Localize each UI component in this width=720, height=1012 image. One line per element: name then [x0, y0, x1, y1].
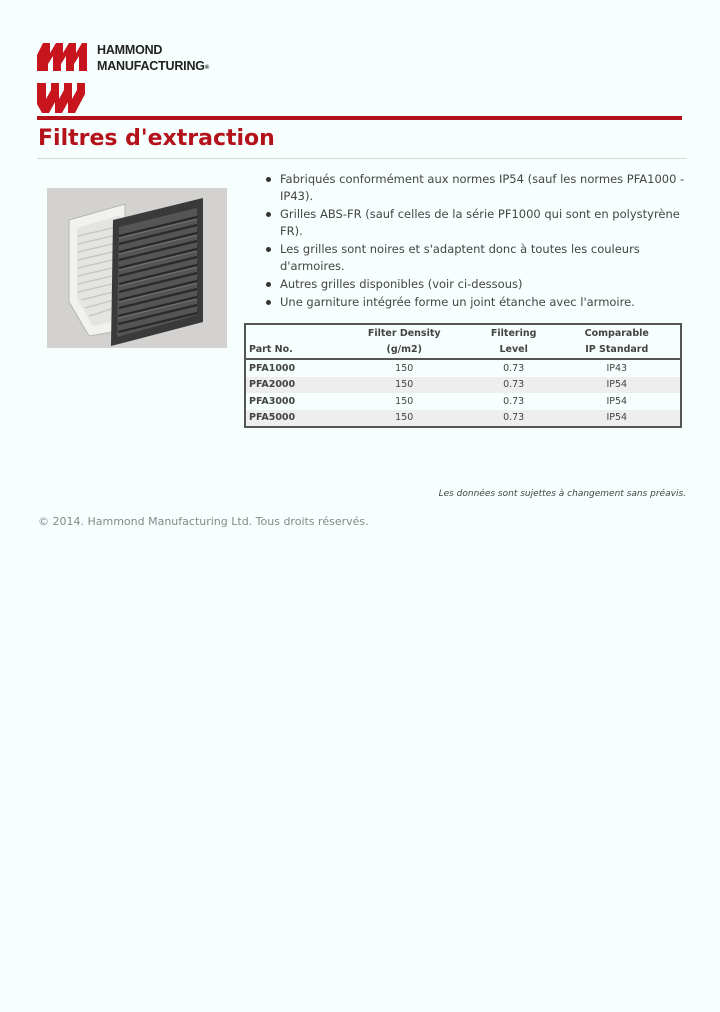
- ip-standard: IP54: [554, 410, 681, 428]
- feature-list: [266, 171, 691, 311]
- bullet-icon: [266, 247, 271, 252]
- ip-standard: IP54: [606, 395, 628, 407]
- bullet-icon: [266, 212, 271, 217]
- spec-table: [244, 323, 682, 428]
- filter-grille-illustration-icon: [47, 188, 227, 348]
- filtering-level: 0.73: [503, 395, 525, 407]
- feature-item: [266, 206, 691, 241]
- bullet-icon: [266, 300, 271, 305]
- copyright-notice: © 2014. Hammond Manufacturing Ltd. Tous droits réservés.: [38, 515, 369, 528]
- ip-standard: IP43: [606, 362, 628, 374]
- feature-item: [266, 171, 691, 206]
- header-part-no: Part No.: [245, 324, 335, 359]
- title-divider: [37, 158, 687, 159]
- header-rule: [37, 116, 682, 120]
- part-number: PFA5000: [245, 410, 335, 428]
- filter-density: 150: [395, 395, 414, 407]
- table-row: [245, 359, 681, 377]
- feature-text: Fabriqués conformément aux normes IP54 (sauf les normes PFA1000 - IP43).: [280, 172, 685, 204]
- feature-text: Grilles ABS-FR (sauf celles de la série PF1000 qui sont en polystyrène FR).: [280, 206, 680, 239]
- feature-item: [266, 276, 691, 293]
- hammond-logo-icon: [37, 42, 89, 114]
- ip-standard: IP54: [554, 377, 681, 394]
- feature-item: [266, 241, 691, 276]
- table-row: [245, 393, 681, 410]
- part-number: PFA2000: [245, 377, 335, 394]
- feature-text: Une garniture intégrée forme un joint étanche avec l'armoire.: [280, 294, 635, 309]
- table-row: [245, 377, 681, 394]
- brand-name-line1: HAMMOND: [97, 43, 163, 57]
- feature-text: Les grilles sont noires et s'adaptent donc à toutes les couleurs d'armoires.: [280, 241, 640, 274]
- table-row: [245, 410, 681, 428]
- filter-density: 150: [335, 410, 474, 428]
- header-filter-density: Filter Density (g/m2): [335, 324, 474, 359]
- filtering-level: 0.73: [503, 362, 525, 374]
- brand-name: [97, 42, 209, 76]
- header-filtering-level: Filtering Level: [474, 324, 554, 359]
- header-ip-standard: Comparable IP Standard: [554, 324, 681, 359]
- filtering-level: 0.73: [474, 410, 554, 428]
- feature-text: Autres grilles disponibles (voir ci-dessous): [280, 276, 523, 291]
- registered-mark: ®: [204, 65, 210, 71]
- disclaimer-note: Les données sont sujettes à changement sans préavis.: [438, 489, 686, 499]
- filtering-level: 0.73: [474, 377, 554, 394]
- bullet-icon: [266, 177, 271, 182]
- bullet-icon: [266, 282, 271, 287]
- brand-name-line2: MANUFACTURING: [97, 59, 205, 73]
- feature-item: [266, 294, 691, 311]
- table-header-row: [245, 324, 681, 359]
- filter-density: 150: [335, 377, 474, 394]
- part-number: PFA3000: [249, 395, 296, 407]
- filter-density: 150: [395, 362, 414, 374]
- page-title: Filtres d'extraction: [38, 126, 275, 151]
- part-number: PFA1000: [249, 362, 296, 374]
- product-image: [47, 188, 227, 348]
- company-logo[interactable]: [37, 42, 227, 114]
